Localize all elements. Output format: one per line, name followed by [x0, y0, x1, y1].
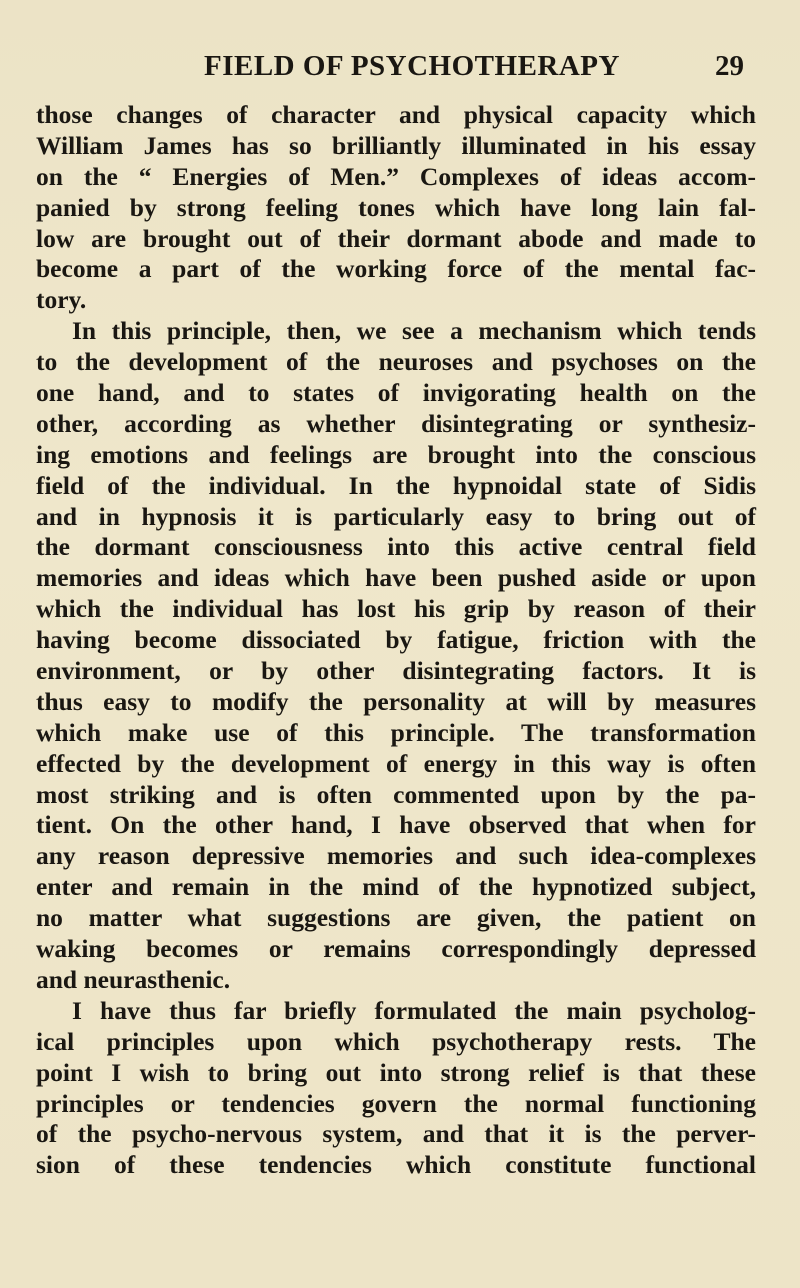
paragraph-end-line: tory.	[36, 285, 87, 315]
body-text	[36, 100, 756, 1181]
text-line: thus easy to modify the personality at will by measures	[36, 686, 756, 716]
text-line: environment, or by other disintegrating factors. It is	[36, 656, 756, 686]
text-line: on the “ Energies of Men.” Complexes of ideas accom-	[36, 161, 756, 191]
paragraph-start-line: I have thus far briefly formulated the main psycholog-	[72, 995, 756, 1025]
text-line: of the psycho-nervous system, and that it is the perver-	[36, 1119, 756, 1149]
text-line: become a part of the working force of the mental fac-	[36, 254, 756, 284]
text-line: one hand, and to states of invigorating health on the	[36, 378, 756, 408]
text-line: which the individual has lost his grip by reason of their	[36, 594, 756, 624]
text-line: low are brought out of their dormant abode and made to	[36, 223, 756, 253]
text-line: sion of these tendencies which constitute functional	[36, 1150, 756, 1180]
text-line: other, according as whether disintegrating or synthesiz-	[36, 408, 756, 438]
paragraph-end-line: and neurasthenic.	[36, 964, 231, 994]
text-line: principles or tendencies govern the normal functioning	[36, 1088, 756, 1118]
text-line: to the development of the neuroses and psychoses on the	[36, 347, 756, 377]
text-line: field of the individual. In the hypnoidal state of Sidis	[36, 470, 756, 500]
page-header	[204, 48, 744, 88]
page-number: 29	[715, 50, 744, 82]
text-line: effected by the development of energy in this way is often	[36, 748, 756, 778]
text-line: having become dissociated by fatigue, friction with the	[36, 625, 756, 655]
text-line: any reason depressive memories and such idea-complexes	[36, 841, 756, 871]
paragraph-start-line: In this principle, then, we see a mechanism which tends	[72, 316, 756, 346]
text-line: ical principles upon which psychotherapy rests. The	[36, 1026, 756, 1056]
text-line: waking becomes or remains correspondingly depressed	[36, 934, 756, 964]
text-line: memories and ideas which have been pushed aside or upon	[36, 563, 756, 593]
text-line: most striking and is often commented upon by the pa-	[36, 779, 756, 809]
text-line: those changes of character and physical capacity which	[36, 100, 756, 129]
text-line: which make use of this principle. The transformation	[36, 717, 756, 747]
text-line: and in hypnosis it is particularly easy to bring out of	[36, 501, 756, 531]
text-line: the dormant consciousness into this active central field	[36, 532, 756, 562]
text-line: ing emotions and feelings are brought into the conscious	[36, 439, 756, 469]
text-line: no matter what suggestions are given, the patient on	[36, 903, 756, 933]
text-line: point I wish to bring out into strong relief is that these	[36, 1057, 756, 1087]
text-line: enter and remain in the mind of the hypnotized subject,	[36, 872, 756, 902]
text-line: panied by strong feeling tones which have long lain fal-	[36, 192, 756, 222]
text-line: William James has so brilliantly illuminated in his essay	[36, 130, 756, 160]
running-head: FIELD OF PSYCHOTHERAPY	[204, 50, 620, 82]
text-line: tient. On the other hand, I have observed that when for	[36, 810, 756, 840]
